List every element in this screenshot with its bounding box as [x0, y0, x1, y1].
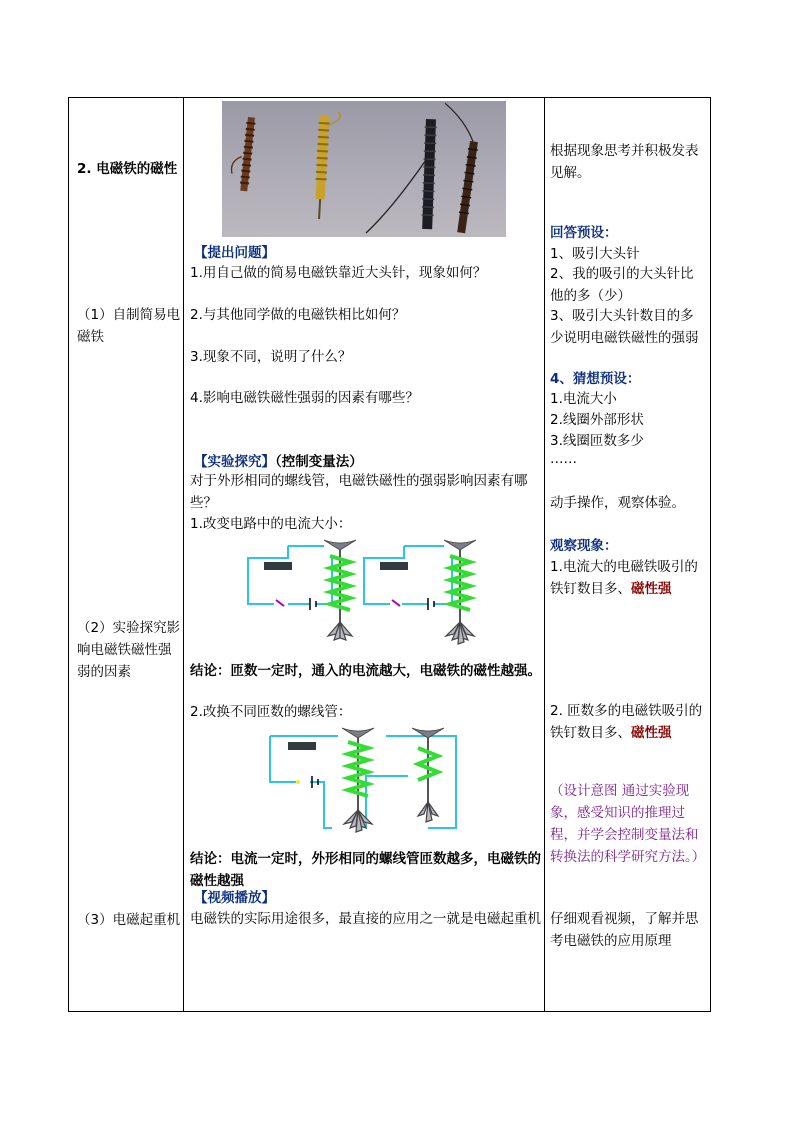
observe-title: 观察现象： — [550, 538, 618, 554]
question-2: 2.与其他同学做的电磁铁相比如何？ — [190, 307, 406, 323]
step-2-turns: 2.改换不同匝数的螺线管： — [190, 704, 352, 720]
watch-instruction: 仔细观看视频，了解并思考电磁铁的应用原理 — [550, 911, 699, 949]
answer-1: 1、吸引大头针 — [550, 246, 640, 262]
subsection-experiment: （2）实验探究影响电磁铁磁性强弱的因素 — [77, 620, 181, 680]
column-divider-1 — [183, 98, 184, 1011]
section-heading: 2. 电磁铁的磁性 — [77, 161, 178, 177]
conclusion-current: 结论：匝数一定时，通入的电流越大，电磁铁的磁性越强。 — [190, 663, 541, 679]
rheostat-2 — [380, 562, 408, 570]
conclusion-turns: 结论：电流一定时，外形相同的螺线管匝数越多，电磁铁的磁性越强 — [190, 851, 541, 889]
guess-3: 3.线圈匝数多少 — [550, 433, 644, 449]
guess-preset-title: 4、猜想预设： — [550, 371, 641, 387]
design-intent: （设计意图 通过实验现象，感受知识的推理过程，并学会控制变量法和转换法的科学研究方法。） — [550, 783, 706, 865]
rheostat-1 — [264, 562, 292, 570]
guess-4: …… — [550, 451, 577, 467]
think-prompt: 根据现象思考并积极发表见解。 — [550, 143, 699, 181]
subsection-crane: （3）电磁起重机 — [77, 912, 181, 928]
answer-2: 2、我的吸引的大头针比他的多（少） — [550, 266, 694, 304]
hands-on-text: 动手操作，观察体验。 — [550, 495, 685, 511]
experiment-intro: 对于外形相同的螺线管，电磁铁磁性的强弱影响因素有哪些？ — [190, 473, 528, 511]
observation-2-emphasis: 磁性强 — [631, 725, 672, 741]
guess-1: 1.电流大小 — [550, 391, 617, 407]
question-4: 4.影响电磁铁磁性强弱的因素有哪些？ — [190, 390, 419, 406]
answer-3: 3、吸引大头针数目的多少说明电磁铁磁性的强弱 — [550, 308, 699, 346]
subsection-self-made: （1）自制简易电磁铁 — [77, 307, 181, 345]
answer-preset-title: 回答预设： — [550, 225, 618, 241]
guess-2: 2.线圈外部形状 — [550, 412, 644, 428]
step-1-current: 1.改变电路中的电流大小： — [190, 516, 352, 532]
observation-1-emphasis: 磁性强 — [631, 581, 672, 597]
circuit-diagram-current — [240, 536, 502, 648]
experiment-title: 【实验探究】 — [194, 454, 275, 470]
observation-2-text: 2. 匝数多的电磁铁吸引的铁钉数目多、 — [550, 703, 703, 741]
experiment-method: （控制变量法） — [275, 454, 363, 470]
rheostat-3 — [288, 742, 316, 750]
electromagnet-photo — [222, 101, 506, 237]
question-1: 1.用自己做的简易电磁铁靠近大头针，现象如何？ — [190, 265, 487, 281]
video-text: 电磁铁的实际用途很多，最直接的应用之一就是电磁起重机 — [190, 911, 541, 927]
observation-2 — [550, 700, 706, 744]
ask-question-title: 【提出问题】 — [194, 245, 275, 261]
circuit-diagram-turns — [262, 724, 466, 836]
observation-1 — [550, 556, 706, 600]
column-divider-2 — [544, 98, 545, 1011]
question-3: 3.现象不同，说明了什么？ — [190, 349, 352, 365]
observation-1-text: 1.电流大的电磁铁吸引的铁钉数目多、 — [550, 559, 698, 597]
video-title: 【视频播放】 — [194, 890, 275, 906]
electromagnet-photo-svg — [222, 101, 506, 237]
